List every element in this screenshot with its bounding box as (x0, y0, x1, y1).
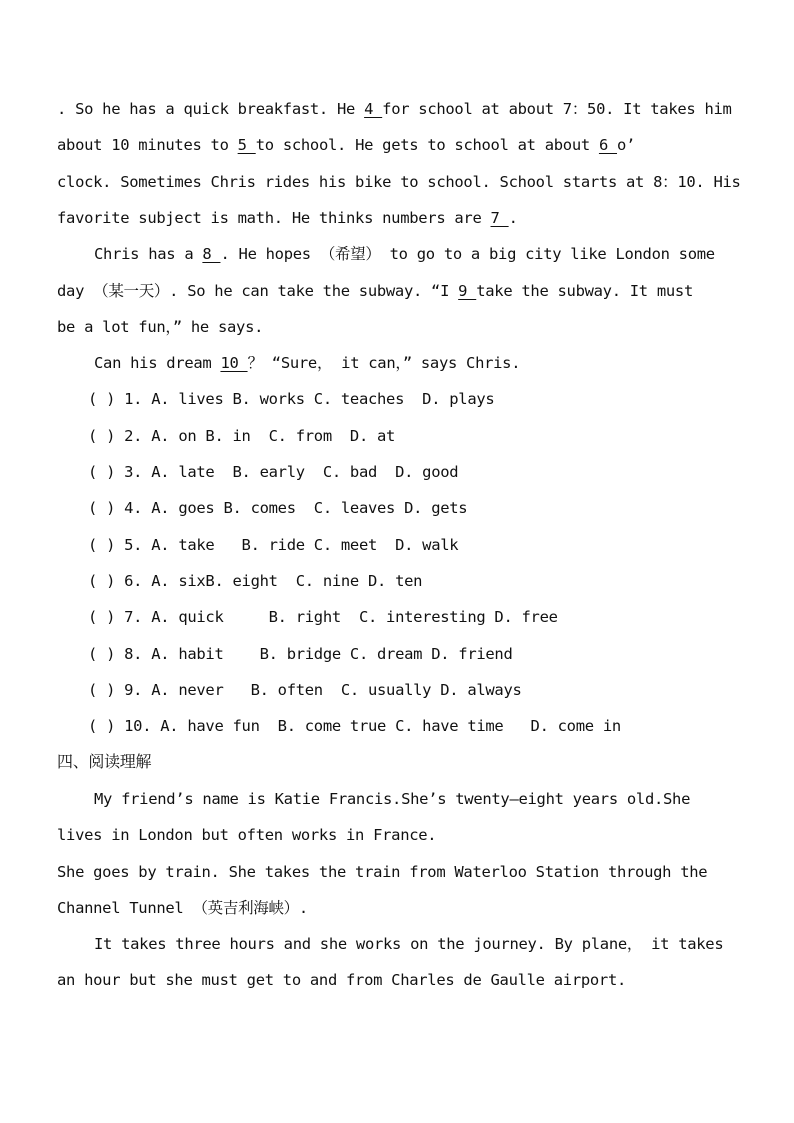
option-line-6: ( ) 6. A. sixB. eight C. nine D. ten (88, 572, 423, 590)
option-line-8: ( ) 8. A. habit B. bridge C. dream D. friend (88, 645, 513, 663)
section-heading: 四、阅读理解 (57, 752, 152, 771)
reading-line-2: lives in London but often works in France. (57, 826, 437, 844)
blank-5: 5 (237, 136, 256, 154)
passage-text: . So he has a quick breakfast. He (57, 100, 365, 118)
passage-text: favorite subject is math. He thinks numbers are (57, 209, 491, 227)
blank-6: 6 (598, 136, 618, 154)
option-line-10: ( ) 10. A. have fun B. come true C. have time D. come in (88, 717, 621, 735)
passage-line-6 (57, 281, 747, 301)
option-line-3: ( ) 3. A. late B. early C. bad D. good (88, 463, 459, 481)
passage-text: for school at about 7：50. It takes him (382, 100, 732, 118)
passage-line-3: clock. Sometimes Chris rides his bike to school. School starts at 8：10. His (57, 173, 741, 191)
passage-line-5 (94, 244, 744, 264)
blank-9: 9 (458, 282, 477, 300)
passage-text: . He hopes （希望） to go to a big city like London some (220, 245, 715, 263)
passage-text: day （某一天）. So he can take the subway. “I (57, 282, 459, 300)
passage-line-8 (94, 353, 744, 373)
passage-text: about 10 minutes to (57, 136, 238, 154)
blank-4: 4 (364, 100, 383, 118)
option-line-7: ( ) 7. A. quick B. right C. interesting D. free (88, 608, 558, 626)
passage-text: . (508, 209, 518, 227)
option-line-9: ( ) 9. A. never B. often C. usually D. always (88, 681, 522, 699)
passage-text: to school. He gets to school at about (255, 136, 599, 154)
option-line-5: ( ) 5. A. take B. ride C. meet D. walk (88, 536, 459, 554)
reading-line-1: My friend’s name is Katie Francis.She’s twenty—eight years old.She (94, 790, 691, 808)
reading-line-3: She goes by train. She takes the train from Waterloo Station through the (57, 863, 708, 881)
passage-text: o’ (617, 136, 636, 154)
passage-text: Can his dream (94, 354, 221, 372)
passage-text: ？ “Sure， it can，” says Chris. (247, 354, 521, 372)
option-line-1: ( ) 1. A. lives B. works C. teaches D. plays (88, 390, 495, 408)
blank-7: 7 (490, 209, 509, 227)
blank-8: 8 (202, 245, 221, 263)
reading-line-6: an hour but she must get to and from Charles de Gaulle airport. (57, 971, 627, 989)
reading-line-5: It takes three hours and she works on the journey. By plane， it takes (94, 935, 724, 953)
passage-line-2 (57, 135, 747, 155)
option-line-2: ( ) 2. A. on B. in C. from D. at (88, 427, 396, 445)
passage-text: take the subway. It must (476, 282, 693, 300)
passage-text: Chris has a (94, 245, 203, 263)
passage-line-1 (57, 99, 747, 119)
option-line-4: ( ) 4. A. goes B. comes C. leaves D. gets (88, 499, 468, 517)
passage-line-4 (57, 208, 747, 228)
reading-line-4: Channel Tunnel （英吉利海峡）. (57, 899, 308, 917)
passage-line-7: be a lot fun，” he says. (57, 318, 264, 336)
blank-10: 10 (220, 354, 248, 372)
